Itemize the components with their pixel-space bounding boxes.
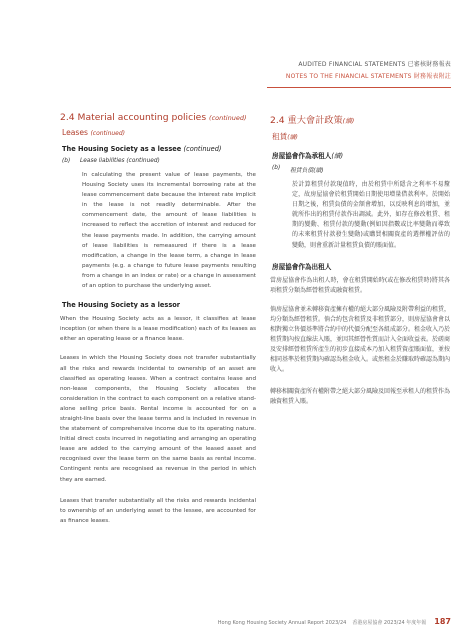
footer-report-title-zh: 香港房屋協會 2023/24 年度年報 [352, 620, 427, 626]
chinese-column [270, 112, 450, 407]
lease-liabilities-paragraph: In calculating the present value of lease payments, the Housing Society uses its incremental borrowing rate at the lease commencement date because the interest rate implicit in the lease is not readily determinable. After the commencement date, the amount of lease liabilities is increased to reflect the accretion of interest and reduced for the lease payments made. In addition, the carrying amount of lease liabilities is remeasured if there is a lease modification, a change in the lease term, a change in lease payments (e.g. a change to future lease payments resulting from a change in an index or rate) or a change in assessment of an option to purchase the underlying asset. [82, 172, 256, 290]
lessor-paragraph-1: When the Housing Society acts as a lessor, it classifies at lease inception (or when there is a lease modification) each of its leases as either an operating lease or a finance lease. [60, 316, 256, 343]
item-label: (b) [62, 158, 71, 164]
subsection-heading-zh: 租賃(續) [272, 132, 298, 141]
english-column [60, 112, 256, 526]
lessee-heading: The Housing Society as a lessee (continued) [62, 145, 222, 153]
lessor-paragraph-3-zh: 轉移相關資產所有權附帶之絕大部分風險及回報至承租人的租賃作為融資租賃入賬。 [270, 387, 451, 405]
item-label-zh: (b) [272, 165, 281, 171]
subsection-heading: Leases (continued) [62, 128, 126, 137]
lessor-paragraph-3: Leases that transfer substantially all the risks and rewards incidental to ownership of an underlying asset to the lessee, are accounted for as finance leases. [60, 497, 256, 524]
section-heading-zh: 2.4 重大會計政策(續) [270, 115, 355, 126]
lessor-paragraph-2-zh: 倘房屋協會並未轉移資產擁有權的絕大部分風險及附帶利益的租賃，均分類為經營租賃。倘合約包含租賃及非租賃部分，則房屋協會會以相對獨立售價基準將合約中的代價分配至各組成部分。租金收入乃於租賃期內按直線法入賬，並因其經營性質而計入全面收益表。於磋商及安排經營租賃所產生的初步直接成本乃加入租賃資產賬面值，並按相同基準於租賃期內確認為租金收入。或然租金於賺取時確認為期內收入。 [270, 305, 451, 374]
list-item-b-zh [272, 165, 450, 174]
running-header-subtitle: NOTES TO THE FINANCIAL STATEMENTS 財務報表附註 [285, 73, 451, 80]
item-title-zh: 租賃負債(續) [290, 168, 324, 174]
page-number: 187 [434, 617, 451, 626]
lessee-heading-zh: 房屋協會作為承租人(續) [272, 152, 344, 160]
item-title: Lease liabilities (continued) [80, 158, 160, 164]
page-footer [218, 617, 451, 626]
footer-report-title: Hong Kong Housing Society Annual Report 2023/24 [217, 620, 347, 626]
lessor-heading-zh: 房屋協會作為出租人 [272, 262, 332, 271]
lessor-paragraph-2: Leases in which the Housing Society does not transfer substantially all the risks and rewards incidental to ownership of an asset are classified as operating leases. When a contract contains lease and non-lease components, the Housing Society allocates the consideration in the contract to each component on a relative stand-alone selling price basis. Rental income is accounted for on a straight-line basis over the lease terms and is included in revenue in the statement of comprehensive income due to its operating nature. Initial direct costs incurred in negotiating and arranging an operating lease are added to the carrying amount of the leased asset and recognised over the lease term on the same basis as rental income. Contingent rents are recognised as revenue in the period in which they are earned. [60, 355, 256, 483]
lessor-paragraph-1-zh: 當房屋協會作為出租人時，會在租賃開始時(或在修改租賃時)將其各項租賃分類為經營租賃或融資租賃。 [270, 276, 450, 294]
lessor-heading: The Housing Society as a lessor [62, 301, 181, 310]
running-header-title: AUDITED FINANCIAL STATEMENTS 已審核財務報表 [298, 61, 451, 68]
lease-liabilities-paragraph-zh: 於計算租賃付款現值時，由於租賃中所隱含之利率不易釐定，故房屋協會於租賃開始日期使用增量借款利率。於開始日期之後，租賃負債的金額會增加，以反映利息的增加，並就所作出的租賃付款作出調減。此外，如存在修改租賃、租期的變動、租賃付款的變動(例如因指數或比率變動而導致的未來租賃付款發生變動)或購買相關資產的選擇權評估的變動，則會重新計量租賃負債的賬面值。 [292, 181, 450, 249]
section-heading: 2.4 Material accounting policies (continued) [60, 112, 247, 123]
header-rule [267, 87, 451, 88]
list-item-b [62, 158, 256, 164]
